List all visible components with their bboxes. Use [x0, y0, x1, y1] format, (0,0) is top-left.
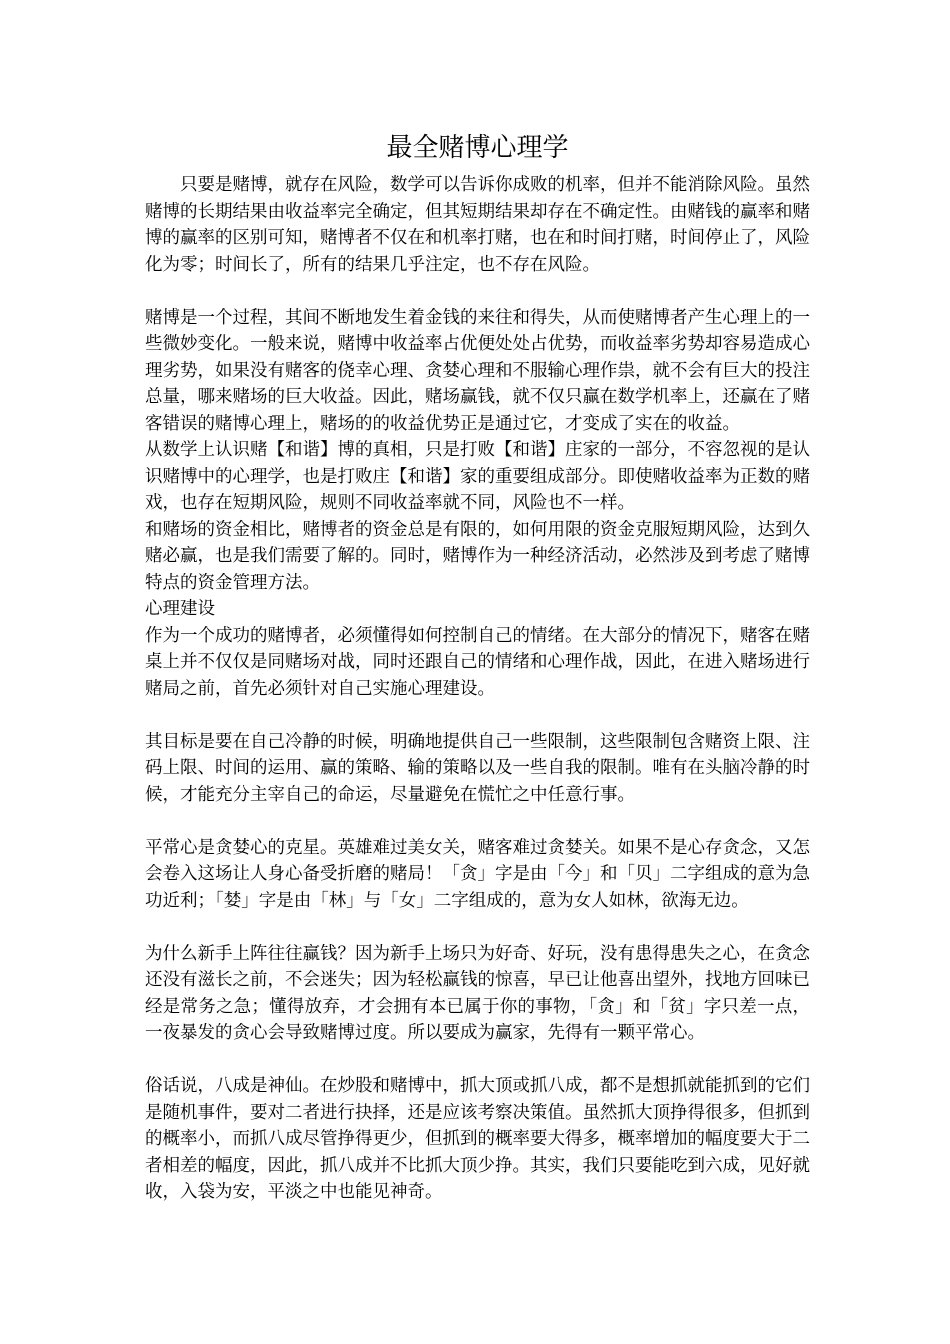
paragraph-spacer — [145, 702, 810, 729]
paragraph-process: 赌博是一个过程，其间不断地发生着金钱的来往和得失，从而使赌博者产生心理上的一些微妙变化。一般来说，赌博中收益率占优便处处占优势，而收益率劣势却容易造成心理劣势，如果没有赌客的侥幸心理、贪婪心理和不服输心理作祟，就不会有巨大的投注总量，哪来赌场的巨大收益。因此，赌场赢钱，就不仅只赢在数学机率上，还赢在了赌客错误的赌博心理上，赌场的的收益优势正是通过它，才变成了实在的收益。 — [145, 307, 810, 434]
paragraph-capital: 和赌场的资金相比，赌博者的资金总是有限的，如何用限的资金克服短期风险，达到久赌必赢，也是我们需要了解的。同时，赌博作为一种经济活动，必然涉及到考虑了赌博特点的资金管理方法。 — [145, 519, 810, 593]
page-title: 最全赌博心理学 — [386, 133, 569, 163]
paragraph-greed: 平常心是贪婪心的克星。英雄难过美女关，赌客难过贪婪关。如果不是心存贪念，又怎会卷入这场让人身心备受折磨的赌局！「贪」字是由「今」和「贝」二字组成的意为急功近利；「婪」字是由「林」与「女」二字组成的，意为女人如林，欲海无边。 — [145, 837, 810, 911]
document-page — [145, 128, 810, 1206]
paragraph-spacer — [145, 1047, 810, 1074]
paragraph-math-psychology: 从数学上认识赌【和谐】博的真相，只是打败【和谐】庄家的一部分，不容忽视的是认识赌博中的心理学，也是打败庄【和谐】家的重要组成部分。即使赌收益率为正数的赌戏，也存在短期风险，规则不同收益率就不同，风险也不一样。 — [145, 440, 810, 513]
paragraph-spacer — [145, 808, 810, 835]
paragraph-eighty-percent: 俗话说，八成是神仙。在炒股和赌博中，抓大顶或抓八成，都不是想抓就能抓到的它们是随机事件，要对二者进行抉择，还是应该考察决策值。虽然抓大顶挣得很多，但抓到的概率小，而抓八成尽管挣得更少，但抓到的概率要大得多，概率增加的幅度要大于二者相差的幅度，因此，抓八成并不比抓大顶少挣。其实，我们只要能吃到六成，见好就收，入袋为安，平淡之中也能见神奇。 — [145, 1076, 810, 1202]
paragraph-intro: 只要是赌博，就存在风险，数学可以告诉你成败的机率，但并不能消除风险。虽然赌博的长期结果由收益率完全确定，但其短期结果却存在不确定性。由赌钱的赢率和赌博的赢率的区别可知，赌博者不仅在和机率打赌，也在和时间打赌，时间停止了，风险化为零；时间长了，所有的结果几乎注定，也不存在风险。 — [145, 175, 810, 275]
paragraph-limits: 其目标是要在自己冷静的时候，明确地提供自己一些限制，这些限制包含赌资上限、注码上限、时间的运用、赢的策略、输的策略以及一些自我的限制。唯有在头脑冷静的时候，才能充分主宰自己的命运，尽量避免在慌忙之中任意行事。 — [145, 731, 810, 805]
paragraph-beginners: 为什么新手上阵往往赢钱？因为新手上场只为好奇、好玩，没有患得患失之心，在贪念还没有滋长之前，不会迷失；因为轻松赢钱的惊喜，早已让他喜出望外，找地方回味已经是常务之急；懂得放弃，才会拥有本已属于你的事物，「贪」和「贫」字只差一点，一夜暴发的贪心会导致赌博过度。所以要成为赢家，先得有一颗平常心。 — [145, 943, 810, 1043]
section-heading-psychology: 心理建设 — [145, 599, 215, 619]
paragraph-spacer — [145, 278, 810, 305]
paragraph-spacer — [145, 914, 810, 941]
paragraph-emotion-control: 作为一个成功的赌博者，必须懂得如何控制自己的情绪。在大部分的情况下，赌客在赌桌上并不仅仅是同赌场对战，同时还跟自己的情绪和心理作战，因此，在进入赌场进行赌局之前，首先必须针对自己实施心理建设。 — [145, 625, 810, 699]
